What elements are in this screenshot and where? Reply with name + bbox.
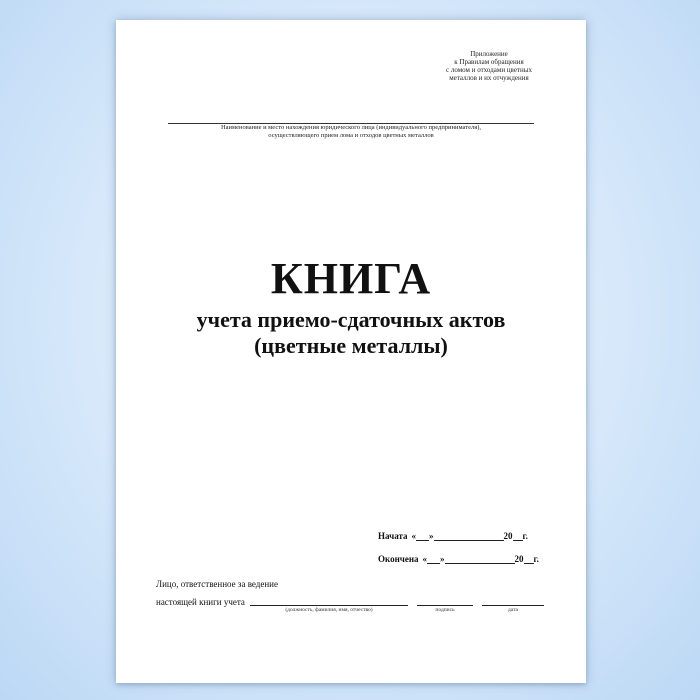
year-suffix: г. — [522, 531, 528, 541]
ended-label: Окончена — [378, 554, 419, 564]
started-label: Начата — [378, 531, 408, 541]
signature-line — [417, 605, 473, 606]
organization-caption-line1: Наименование и место нахождения юридического лица (индивидуального предпринимателя), — [220, 124, 482, 131]
appendix-note — [434, 50, 544, 82]
name-line — [250, 605, 408, 606]
book-title: КНИГА — [270, 254, 432, 303]
name-caption: (должность, фамилия, имя, отчество) — [285, 607, 373, 613]
year-prefix: 20 — [503, 531, 513, 541]
quote-open: « — [411, 531, 417, 541]
started-date-row — [378, 531, 528, 541]
organization-caption-line2: осуществляющего прием лома и отходов цветных металлов — [268, 132, 434, 139]
appendix-line: металлов и их отчуждения — [449, 74, 529, 82]
month-blank — [434, 532, 504, 541]
quote-close: » — [440, 554, 445, 564]
day-blank — [416, 532, 429, 541]
year-prefix: 20 — [514, 554, 524, 564]
responsible-person-label: Лицо, ответственное за ведение — [156, 579, 278, 589]
year-suffix: г. — [533, 554, 539, 564]
date-caption: дата — [507, 607, 518, 613]
book-subtitle — [116, 307, 586, 359]
responsible-book-label: настоящей книги учета — [156, 597, 245, 607]
date-line — [482, 605, 544, 606]
ended-date-row — [378, 554, 539, 564]
day-blank — [427, 555, 440, 564]
quote-open: « — [422, 554, 428, 564]
subtitle-line1: учета приемо-сдаточных актов — [196, 307, 506, 332]
appendix-line: к Правилам обращения — [454, 58, 524, 66]
appendix-line: с ломом и отходами цветных — [446, 66, 532, 74]
document-page — [116, 20, 586, 683]
year-blank — [524, 555, 534, 564]
month-blank — [445, 555, 515, 564]
quote-close: » — [429, 531, 434, 541]
organization-caption — [168, 124, 534, 140]
appendix-line: Приложение — [470, 50, 508, 58]
subtitle-line2: (цветные металлы) — [254, 333, 448, 358]
signature-caption: подпись — [435, 607, 455, 613]
year-blank — [513, 532, 523, 541]
